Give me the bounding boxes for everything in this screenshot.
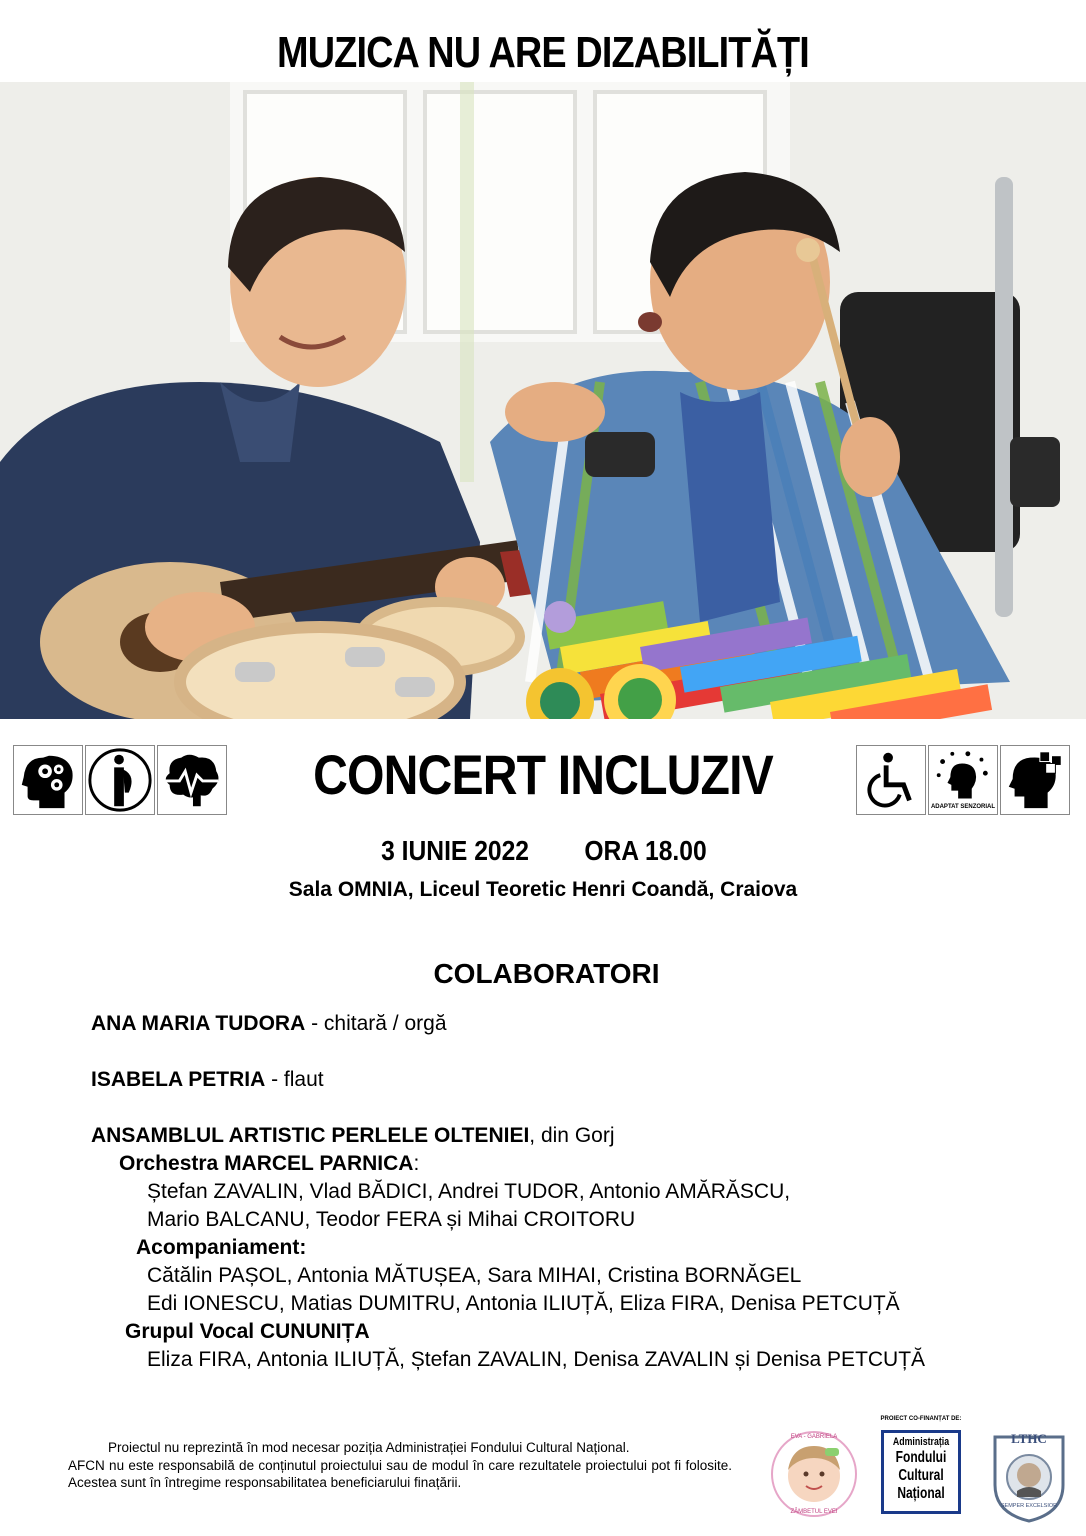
orchestra-members-line-2: Mario BALCANU, Teodor FERA și Mihai CROITORU — [147, 1208, 636, 1231]
accompaniment-members-line-1: Cătălin PAȘOL, Antonia MĂTUȘEA, Sara MIHAI, Cristina BORNĂGEL — [147, 1264, 802, 1287]
afcn-line-1: Administrația — [892, 1436, 950, 1448]
event-time: ORA 18.00 — [583, 835, 707, 866]
afcn-logo — [881, 1430, 961, 1514]
orchestra-heading: Orchestra MARCEL PARNICA: — [119, 1152, 420, 1175]
zambetul-evei-logo — [770, 1430, 858, 1518]
sensory-caption: ADAPTAT SENZORIAL — [930, 804, 996, 810]
event-title: CONCERT INCLUZIV — [313, 743, 773, 806]
event-datetime — [0, 835, 1086, 867]
children-music-photo — [0, 82, 1086, 719]
hero-photo — [0, 82, 1086, 719]
sensory-head-icon — [928, 745, 998, 815]
disclaimer-line-1: Proiectul nu reprezintă în mod necesar poziția Administrației Fondului Cultural Național. — [108, 1440, 630, 1455]
head-gears-icon — [13, 745, 83, 815]
vocal-group-heading: Grupul Vocal CUNUNIȚA — [125, 1320, 370, 1343]
collaborator-isabela: ISABELA PETRIA - flaut — [91, 1068, 324, 1091]
vocal-group-members: Eliza FIRA, Antonia ILIUȚĂ, Ștefan ZAVALIN, Denisa ZAVALIN și Denisa PETCUȚĂ — [147, 1348, 926, 1371]
afcn-line-4: Național — [897, 1485, 945, 1502]
orchestra-members-line-1: Ștefan ZAVALIN, Vlad BĂDICI, Andrei TUDOR, Antonio AMĂRĂSCU, — [147, 1180, 791, 1203]
puzzle-head-icon — [1000, 745, 1070, 815]
afcn-line-2: Fondului — [895, 1449, 947, 1466]
lthc-logo — [989, 1425, 1069, 1523]
lthc-motto: SEMPER EXCELSIOR — [1000, 1503, 1058, 1509]
event-venue: Sala OMNIA, Liceul Teoretic Henri Coandă, Craiova — [288, 878, 798, 901]
wheelchair-icon — [856, 745, 926, 815]
afcn-disclaimer — [68, 1439, 732, 1492]
cofinanced-label: PROIECT CO-FINANȚAT DE: — [880, 1416, 962, 1422]
afcn-line-3: Cultural — [898, 1467, 944, 1484]
eva-logo-bottom-text: ZÂMBETUL EVEI — [790, 1509, 838, 1515]
disclaimer-line-2: AFCN nu este responsabilă de conținutul proiectului sau de modul în care rezultatele proiectului pot fi folosite. Acestea sunt în întregime responsabilitatea beneficiarului finațării. — [68, 1457, 732, 1490]
event-date: 3 IUNIE 2022 — [381, 835, 530, 866]
collaborator-ensemble: ANSAMBLUL ARTISTIC PERLELE OLTENIEI, din Gorj — [91, 1124, 615, 1147]
collaborator-ana: ANA MARIA TUDORA - chitară / orgă — [91, 1012, 447, 1035]
lthc-logo-text: LTHC — [1011, 1431, 1047, 1446]
page-title: MUZICA NU ARE DIZABILITĂȚI — [277, 28, 809, 77]
eva-logo-top-text: EVA - GABRIELA — [790, 1434, 838, 1440]
accompaniment-heading: Acompaniament: — [136, 1236, 307, 1259]
collaborators-heading: COLABORATORI — [433, 958, 660, 989]
accompaniment-members-line-2: Edi IONESCU, Matias DUMITRU, Antonia ILIUȚĂ, Eliza FIRA, Denisa PETCUȚĂ — [147, 1292, 900, 1315]
